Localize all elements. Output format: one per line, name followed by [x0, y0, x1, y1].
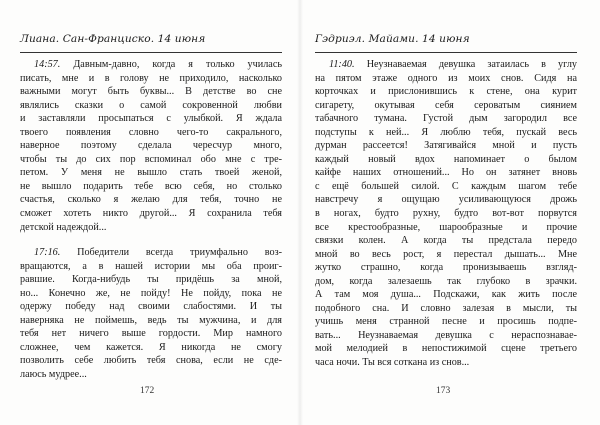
timestamp: 11:40. [329, 59, 355, 70]
text-line: лаюсь мудрее... [20, 369, 87, 381]
page-number: 173 [436, 386, 451, 396]
paragraph-gap [20, 234, 282, 246]
left-header-rule [20, 52, 282, 53]
page-number: 172 [140, 386, 155, 396]
text-line: одержу победу над своими слабостями. И ты [20, 301, 282, 313]
text-line: связки колен. А когда ты предстала передо [315, 235, 577, 247]
text-line: счастья, сколько я желаю для тебя, точно не [20, 194, 282, 206]
text-line: твоего появления словно чего-то сакрального, [20, 126, 282, 138]
text-line: А там моя душа... Подскажи, как жить после [315, 289, 577, 301]
right-page-body [315, 58, 577, 370]
right-page [300, 0, 600, 425]
text-line: вращаются, а в нашей истории мы оба проиг- [20, 260, 282, 272]
text-line: 14:57. Давным-давно, когда я только училась [34, 59, 282, 70]
text-line: 17:16. Победители всегда триумфально воз- [34, 247, 282, 259]
text-line: 11:40. Неузнаваемая девушка затаилась в углу [329, 59, 577, 70]
text-line: каждый новый вдох напоминает о былом [315, 153, 577, 165]
left-page-body [20, 58, 282, 382]
text-line: тебя нет ничего выше гордости. Мир намного [20, 328, 282, 340]
text-line: в ногах, будто рухну, будто вот-вот порвутся [315, 208, 577, 220]
text-line: кайфе наших отношений... Но он затянет вновь [315, 167, 577, 179]
text-line: писать, мне и в голову не приходило, насколько [20, 72, 282, 84]
text-line: сможет хотеть никто другой... Я сохранила тебя [20, 208, 282, 220]
text-line: табачного тумана. Густой дым загородил все [315, 113, 577, 125]
text-line: на пятом этаже одного из моих снов. Сидя на [315, 72, 577, 84]
text-line: все крестообразные, шарообразные и прочие [315, 221, 577, 233]
text-line: являлись сказки о самой сокровенной любви [20, 99, 282, 111]
text-line: учишь меня странной песне и просишь подпе- [315, 316, 577, 328]
text-line: с ещё большей силой. С каждым шагом тебе [315, 180, 577, 192]
text-line: наверное поэтому сделала чересчур много, [20, 140, 282, 152]
text-line: вать... Неузнаваемая девушка с нераспознавае- [315, 329, 577, 341]
text-line: равшие. Когда-нибудь ты придёшь за мной, [20, 274, 282, 286]
text-line: петом. У меня не вышло стать твоей женой, [20, 167, 282, 179]
text-line: подступы к ней... Я люблю тебя, пускай весь [315, 126, 577, 138]
text-line: детской надеждой... [20, 221, 107, 233]
text-line: наверняка не поймешь, ведь ты мужчина, и для [20, 314, 282, 326]
text-line: сложнее, чем кажется. Я никогда не смогу [20, 341, 282, 353]
timestamp: 14:57. [34, 59, 61, 70]
text-line: корточках и прислонившись к стене, она курит [315, 86, 577, 98]
text-line: подобного сна. И словно залезая в мысли, ты [315, 302, 577, 314]
text-line: дурман рассеется! Затягивайся мной и пусть [315, 140, 577, 152]
timestamp: 17:16. [34, 247, 61, 259]
left-page-header: Лиана. Сан-Франциско. 14 июня [20, 33, 206, 45]
text-line: часа ночи. Ты вся соткана из снов... [315, 357, 470, 369]
text-line: мой мелодией в непостижимой сцене третьего [315, 343, 577, 355]
text-line: мной во весь рост, я перестал дышать... Мне [315, 248, 577, 260]
text-line: жутко страшно, когда пронизываешь взгляд- [315, 262, 577, 274]
text-line: позволить себе любить тебя снова, если не сде- [20, 355, 282, 367]
text-line: важными могут быть буквы... В детстве во сне [20, 86, 282, 98]
text-line: навстречу я ощущаю усиливающуюся дрожь [315, 194, 577, 206]
text-line: но... Конечно же, не пойду! Не пойду, пока не [20, 287, 282, 299]
text-line: чтобы ты до сих пор вспоминал обо мне с тре- [20, 153, 282, 165]
right-header-rule [315, 52, 577, 53]
text-line: и заставляли просыпаться с улыбкой. Я ждала [20, 113, 282, 125]
right-page-header: Гэдриэл. Майами. 14 июня [315, 33, 470, 45]
text-line: дом, когда залезаешь так глубоко в зрачки. [315, 275, 577, 287]
text-line: сигарету, окутывая себя сероватым сиянием [315, 99, 577, 111]
text-line: не вышло подарить тебе всю себя, но столько [20, 180, 282, 192]
